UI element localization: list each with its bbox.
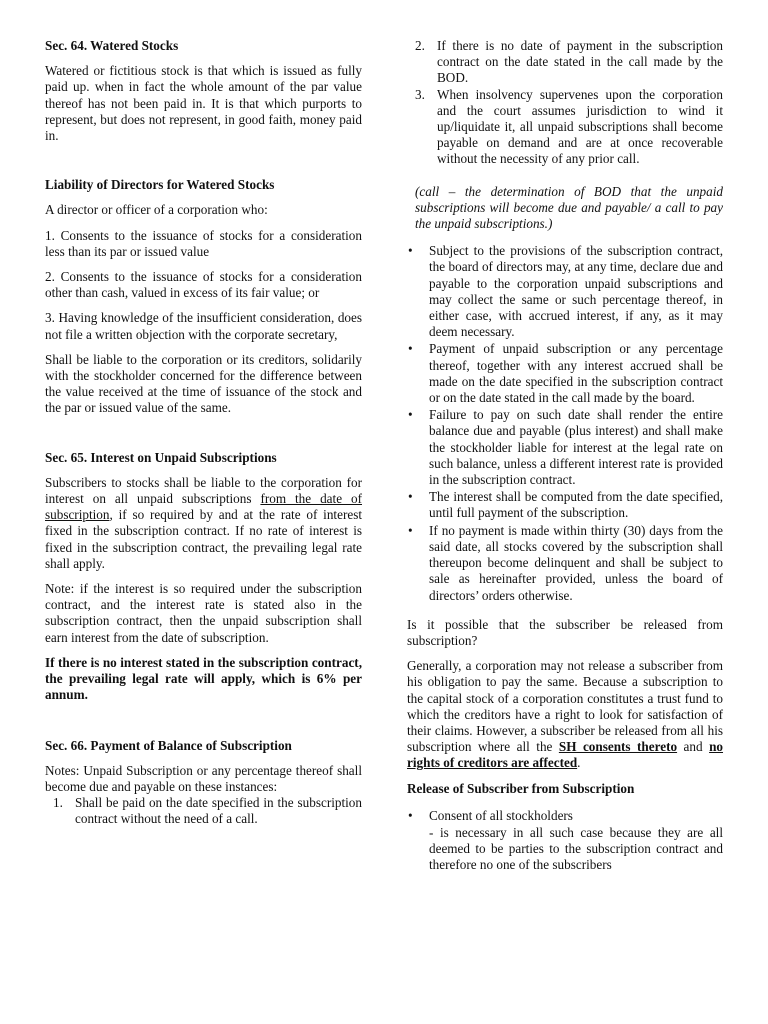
- sec65-underlined-phrase: from the date of subscription: [45, 491, 362, 523]
- release-list: [407, 808, 723, 824]
- bullet-item: • Failure to pay on such date shall render the entire balance due and payable (plus interest) and shall make the stockholder liable for interest at the legal rate on such balance, unless a different interest rate is provided in the subscription contract.: [408, 407, 723, 488]
- sec65-heading: Sec. 65. Interest on Unpaid Subscriptions: [45, 449, 277, 465]
- sec65-note: Note: if the interest is so required under the subscription contract, and the interest rate is stated also in the subscription contract, then the unpaid subscription shall earn interest from the date of subscription.: [45, 581, 362, 645]
- creditors-phrase: no rights of creditors are affected: [407, 739, 724, 771]
- bullet-item: • The interest shall be computed from the date specified, until full payment of the subscription.: [408, 489, 723, 521]
- release-question: Is it possible that the subscriber be released from subscription?: [407, 616, 723, 648]
- right-column: [407, 0, 723, 874]
- bullet-item: • Subject to the provisions of the subscription contract, the board of directors may, at any time, declare due and payable to the corporation unpaid subscriptions and may collect the same or such percentage thereof, in either case, with accrued interest, if any, as it may deem necessary.: [408, 243, 723, 340]
- bullet-item: • If no payment is made within thirty (30) days from the said date, all stocks covered by the subscription shall thereupon become delinquent and shall be subject to sale as hereinafter provided, unless the board of directors’ orders otherwise.: [408, 522, 723, 603]
- payment-instances-list: [407, 38, 723, 168]
- sec66-item-1: 1. Shall be paid on the date specified in the subscription contract without the need of a call.: [53, 795, 362, 827]
- release-heading: Release of Subscriber from Subscription: [407, 780, 635, 796]
- bullet-item: • Payment of unpaid subscription or any percentage thereof, together with any interest accrued shall be made on the date specified in the subscription contract or on the date stated in the call made by the board.: [408, 341, 723, 406]
- sec64-heading: Sec. 64. Watered Stocks: [45, 38, 179, 53]
- call-definition-note: (call – the determination of BOD that the unpaid subscriptions will become due and payable/ a call to pay the unpaid subscriptions.): [415, 183, 723, 232]
- sec66-heading: Sec. 66. Payment of Balance of Subscription: [45, 737, 292, 753]
- sec64-body: Watered or fictitious stock is that which is issued as fully paid up. when in fact the whole amount of the par value thereof has not been paid in. It is that which purports to represent, but does not represent, in good faith, money paid in.: [45, 63, 362, 144]
- payment-instance-3: 3. When insolvency supervenes upon the corporation and the court assumes jurisdiction to wind it up/liquidate it, all unpaid subscriptions shall become payable on demand and are at once recoverable without the necessity of any prior call.: [415, 86, 723, 167]
- liability-item-2: 2. Consents to the issuance of stocks for a consideration other than cash, valued in excess of its fair value; or: [45, 269, 362, 301]
- board-rules-list: [407, 243, 723, 603]
- sh-consent-phrase: SH consents thereto: [558, 739, 678, 755]
- sec66-notes: Notes: Unpaid Subscription or any percentage thereof shall become due and payable on these instances:: [45, 762, 362, 794]
- liability-item-1: 1. Consents to the issuance of stocks for a consideration less than its par or issued value: [45, 227, 362, 259]
- liability-heading: Liability of Directors for Watered Stocks: [45, 177, 275, 193]
- liability-conclusion: Shall be liable to the corporation or its creditors, solidarily with the stockholder concerned for the difference between the value received at the time of issuance of the stock and the par or issued value of the same.: [45, 351, 362, 416]
- sec66-list: [45, 795, 362, 827]
- liability-item-3: 3. Having knowledge of the insufficient consideration, does not file a written objection with the corporate secretary,: [45, 310, 362, 342]
- release-answer: Generally, a corporation may not release a subscriber from his obligation to pay the same. Because a subscription to the capital stock of a corporation constitutes a trust fund to which the creditors have a right to look for satisfaction of their claims. However, a subscriber be released from all his subscription where all the SH consents thereto and no rights of creditors are affected.: [407, 658, 724, 771]
- sec65-bold-note: If there is no interest stated in the subscription contract, the prevailing legal rate will apply, which is 6% per annum.: [45, 654, 362, 703]
- release-sub-note: - is necessary in all such case because they are all deemed to be parties to the subscription contract and therefore no one of the subscribers: [429, 824, 723, 873]
- liability-intro: A director or officer of a corporation who:: [45, 202, 268, 218]
- payment-instance-2: 2. If there is no date of payment in the subscription contract on the date stated in the call made by the BOD.: [415, 38, 723, 86]
- sec65-body: Subscribers to stocks shall be liable to the corporation for interest on all unpaid subscriptions from the date of subscription, if so required by and at the rate of interest fixed in the subscription contract. If no rate of interest is fixed in the subscription contract, the prevailing legal rate shall apply.: [45, 474, 362, 571]
- left-column: [45, 0, 362, 828]
- bullet-item: • Consent of all stockholders: [408, 807, 573, 823]
